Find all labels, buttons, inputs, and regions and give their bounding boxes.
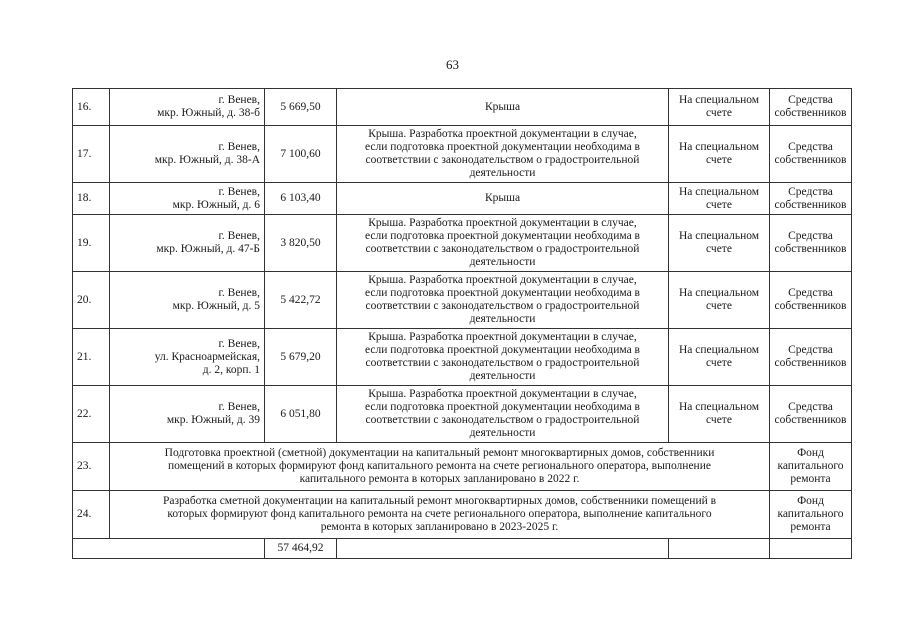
description-cell: Разработка сметной документации на капитальный ремонт многоквартирных домов, собственники помещений в которых формируют фонд капитального ремонта на счете регионального оператора, выполнение капитального ремонта в которых запланировано в 2023-2025 г.: [110, 491, 770, 539]
account-type-cell: На специальном счете: [669, 126, 770, 183]
cost-cell: 6 103,40: [265, 183, 337, 215]
table-row: [73, 126, 852, 183]
work-type-cell: Крыша: [337, 183, 669, 215]
table-row: [73, 89, 852, 126]
account-type-cell: На специальном счете: [669, 215, 770, 272]
account-type-cell: На специальном счете: [669, 89, 770, 126]
table-row: [73, 386, 852, 443]
total-cost: 57 464,92: [265, 539, 337, 559]
cost-cell: 6 051,80: [265, 386, 337, 443]
table-row: [73, 329, 852, 386]
work-type-cell: Крыша. Разработка проектной документации в случае, если подготовка проектной документации необходима в соответствии с законодательством о градостроительной деятельности: [337, 329, 669, 386]
row-number: 17.: [73, 126, 110, 183]
funding-source-cell: Средства собственников: [770, 126, 852, 183]
table-row: [73, 443, 852, 491]
work-type-cell: Крыша: [337, 89, 669, 126]
row-number: 16.: [73, 89, 110, 126]
row-number: 23.: [73, 443, 110, 491]
row-number: 20.: [73, 272, 110, 329]
row-number: 24.: [73, 491, 110, 539]
empty-cell: [770, 539, 852, 559]
cost-cell: 5 679,20: [265, 329, 337, 386]
empty-cell: [669, 539, 770, 559]
address-cell: г. Венев, ул. Красноармейская, д. 2, корп. 1: [110, 329, 265, 386]
funding-source-cell: Средства собственников: [770, 272, 852, 329]
cost-cell: 7 100,60: [265, 126, 337, 183]
total-row: [73, 539, 852, 559]
table-row: [73, 215, 852, 272]
account-type-cell: На специальном счете: [669, 386, 770, 443]
funding-source-cell: Средства собственников: [770, 89, 852, 126]
funding-source-cell: Средства собственников: [770, 386, 852, 443]
funding-source-cell: Фонд капитального ремонта: [770, 443, 852, 491]
address-cell: г. Венев, мкр. Южный, д. 6: [110, 183, 265, 215]
empty-cell: [337, 539, 669, 559]
address-cell: г. Венев, мкр. Южный, д. 5: [110, 272, 265, 329]
funding-source-cell: Фонд капитального ремонта: [770, 491, 852, 539]
cost-cell: 3 820,50: [265, 215, 337, 272]
row-number: 18.: [73, 183, 110, 215]
row-number: 19.: [73, 215, 110, 272]
row-number: 22.: [73, 386, 110, 443]
address-cell: г. Венев, мкр. Южный, д. 47-Б: [110, 215, 265, 272]
account-type-cell: На специальном счете: [669, 272, 770, 329]
page-number: 63: [446, 57, 459, 72]
work-type-cell: Крыша. Разработка проектной документации в случае, если подготовка проектной документации необходима в соответствии с законодательством о градостроительной деятельности: [337, 272, 669, 329]
table-row: [73, 183, 852, 215]
table-row: [73, 491, 852, 539]
address-cell: г. Венев, мкр. Южный, д. 38-б: [110, 89, 265, 126]
address-cell: г. Венев, мкр. Южный, д. 38-А: [110, 126, 265, 183]
row-number: 21.: [73, 329, 110, 386]
repair-plan-table: [72, 88, 852, 559]
funding-source-cell: Средства собственников: [770, 183, 852, 215]
account-type-cell: На специальном счете: [669, 183, 770, 215]
empty-cell: [73, 539, 265, 559]
address-cell: г. Венев, мкр. Южный, д. 39: [110, 386, 265, 443]
work-type-cell: Крыша. Разработка проектной документации в случае, если подготовка проектной документации необходима в соответствии с законодательством о градостроительной деятельности: [337, 215, 669, 272]
account-type-cell: На специальном счете: [669, 329, 770, 386]
funding-source-cell: Средства собственников: [770, 215, 852, 272]
cost-cell: 5 669,50: [265, 89, 337, 126]
table-row: [73, 272, 852, 329]
funding-source-cell: Средства собственников: [770, 329, 852, 386]
cost-cell: 5 422,72: [265, 272, 337, 329]
work-type-cell: Крыша. Разработка проектной документации в случае, если подготовка проектной документации необходима в соответствии с законодательством о градостроительной деятельности: [337, 386, 669, 443]
description-cell: Подготовка проектной (сметной) документации на капитальный ремонт многоквартирных домов, собственники помещений в которых формируют фонд капитального ремонта на счете регионального оператора, выполнение капитального ремонта в которых запланировано в 2022 г.: [110, 443, 770, 491]
work-type-cell: Крыша. Разработка проектной документации в случае, если подготовка проектной документации необходима в соответствии с законодательством о градостроительной деятельности: [337, 126, 669, 183]
